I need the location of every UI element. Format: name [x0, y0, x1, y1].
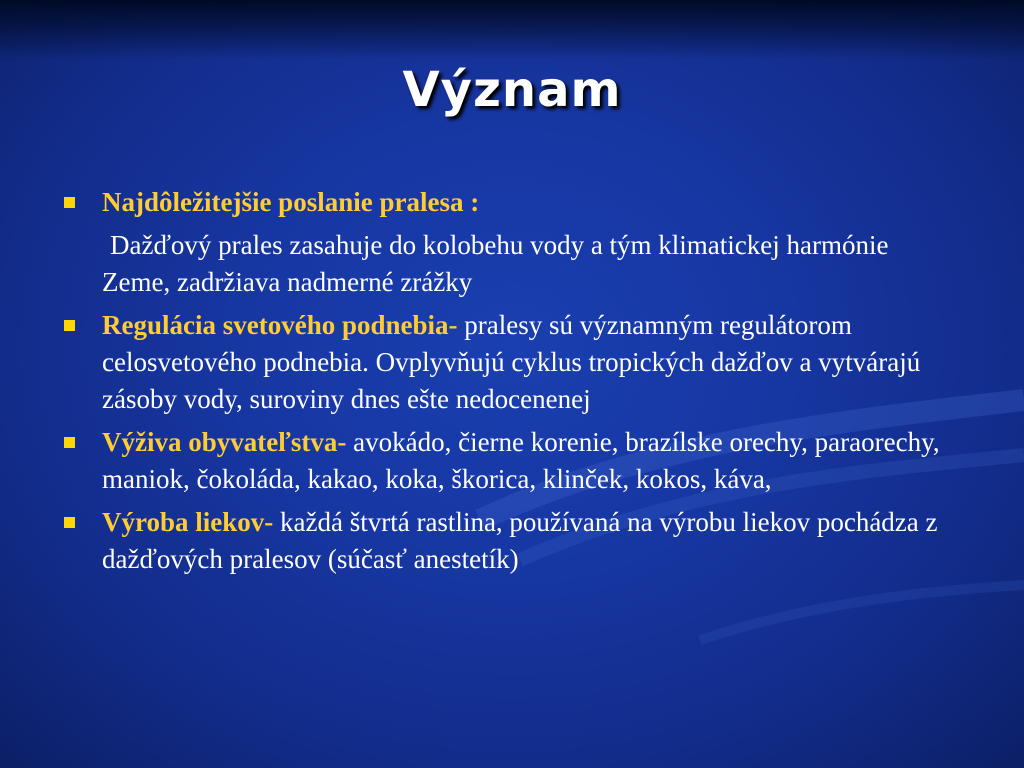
square-bullet-icon [64, 437, 75, 448]
square-bullet-icon [64, 320, 75, 331]
list-item [60, 504, 960, 578]
list-item [60, 307, 960, 418]
list-item-continuation [60, 227, 960, 301]
item-text: každá štvrtá rastlina, používaná na výrobu liekov pochádza z dažďových pralesov (súčasť anestetík) [102, 507, 938, 574]
square-bullet-icon [64, 197, 75, 208]
item-heading: Výživa obyvateľstva- [102, 427, 347, 457]
list-item [60, 424, 960, 498]
item-text: pralesy sú významným regulátorom celosvetového podnebia. Ovplyvňujú cyklus tropických dažďov a vytvárajú zásoby vody, suroviny dnes ešte nedocenenej [102, 310, 921, 414]
item-heading: Regulácia svetového podnebia- [102, 310, 458, 340]
item-heading: Výroba liekov- [102, 507, 274, 537]
item-text: Dažďový prales zasahuje do kolobehu vody a tým klimatickej harmónie Zeme, zadržiava nadmerné zrážky [102, 230, 889, 297]
item-heading: Najdôležitejšie poslanie pralesa : [102, 187, 480, 217]
square-bullet-icon [64, 517, 75, 528]
slide-title: Význam [402, 62, 622, 118]
item-text: avokádo, čierne korenie, brazílske orechy, paraorechy, maniok, čokoláda, kakao, koka, škorica, klinček, kokos, káva, [102, 427, 940, 494]
list-item [60, 184, 960, 221]
slide-content [60, 184, 960, 584]
